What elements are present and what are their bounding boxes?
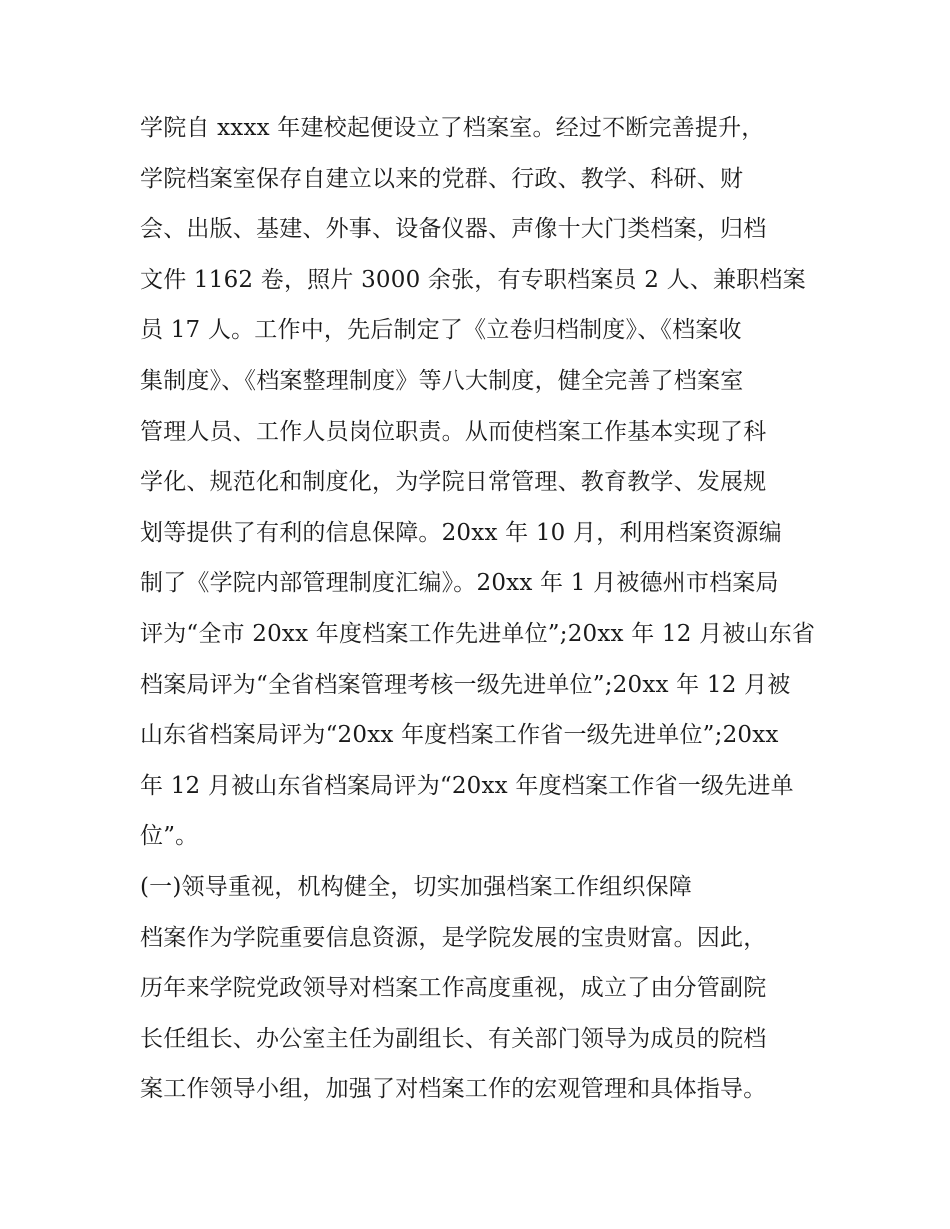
text-line: 位”。 <box>140 823 199 850</box>
text-line: 案工作领导小组，加强了对档案工作的宏观管理和具体指导。 <box>140 1076 767 1103</box>
text-line: 评为“全市 20xx 年度档案工作先进单位”;20xx 年 12 月被山东省 <box>140 620 816 647</box>
text-line: 历年来学院党政领导对档案工作高度重视，成立了由分管副院 <box>140 975 767 1002</box>
document-body <box>140 103 820 1115</box>
text-line: 划等提供了有利的信息保障。20xx 年 10 月，利用档案资源编 <box>140 519 782 546</box>
text-line: 长任组长、办公室主任为副组长、有关部门领导为成员的院档 <box>140 1025 767 1052</box>
text-line: 学院档案室保存自建立以来的党群、行政、教学、科研、财 <box>140 165 744 192</box>
text-line: 山东省档案局评为“20xx 年度档案工作省一级先进单位”;20xx <box>140 722 779 749</box>
text-line: 年 12 月被山东省档案局评为“20xx 年度档案工作省一级先进单 <box>140 772 794 799</box>
text-line: 档案局评为“全省档案管理考核一级先进单位”;20xx 年 12 月被 <box>140 671 791 698</box>
text-line: 文件 1162 卷，照片 3000 余张，有专职档案员 2 人、兼职档案 <box>140 266 806 293</box>
text-line: 学化、规范化和制度化，为学院日常管理、教育教学、发展规 <box>140 469 767 496</box>
text-line: 学院自 xxxx 年建校起便设立了档案室。经过不断完善提升， <box>140 115 765 141</box>
text-line: 档案作为学院重要信息资源，是学院发展的宝贵财富。因此， <box>140 924 767 951</box>
text-line: 员 17 人。工作中，先后制定了《立卷归档制度》、《档案收 <box>140 317 742 344</box>
text-line: 集制度》、《档案整理制度》等八大制度，健全完善了档案室 <box>140 367 744 394</box>
section-heading: (一)领导重视，机构健全，切实加强档案工作组织保障 <box>140 873 692 900</box>
text-line: 制了《学院内部管理制度汇编》。20xx 年 1 月被德州市档案局 <box>140 570 779 597</box>
text-line: 管理人员、工作人员岗位职责。从而使档案工作基本实现了科 <box>140 418 767 445</box>
text-line: 会、出版、基建、外事、设备仪器、声像十大门类档案，归档 <box>140 216 767 243</box>
